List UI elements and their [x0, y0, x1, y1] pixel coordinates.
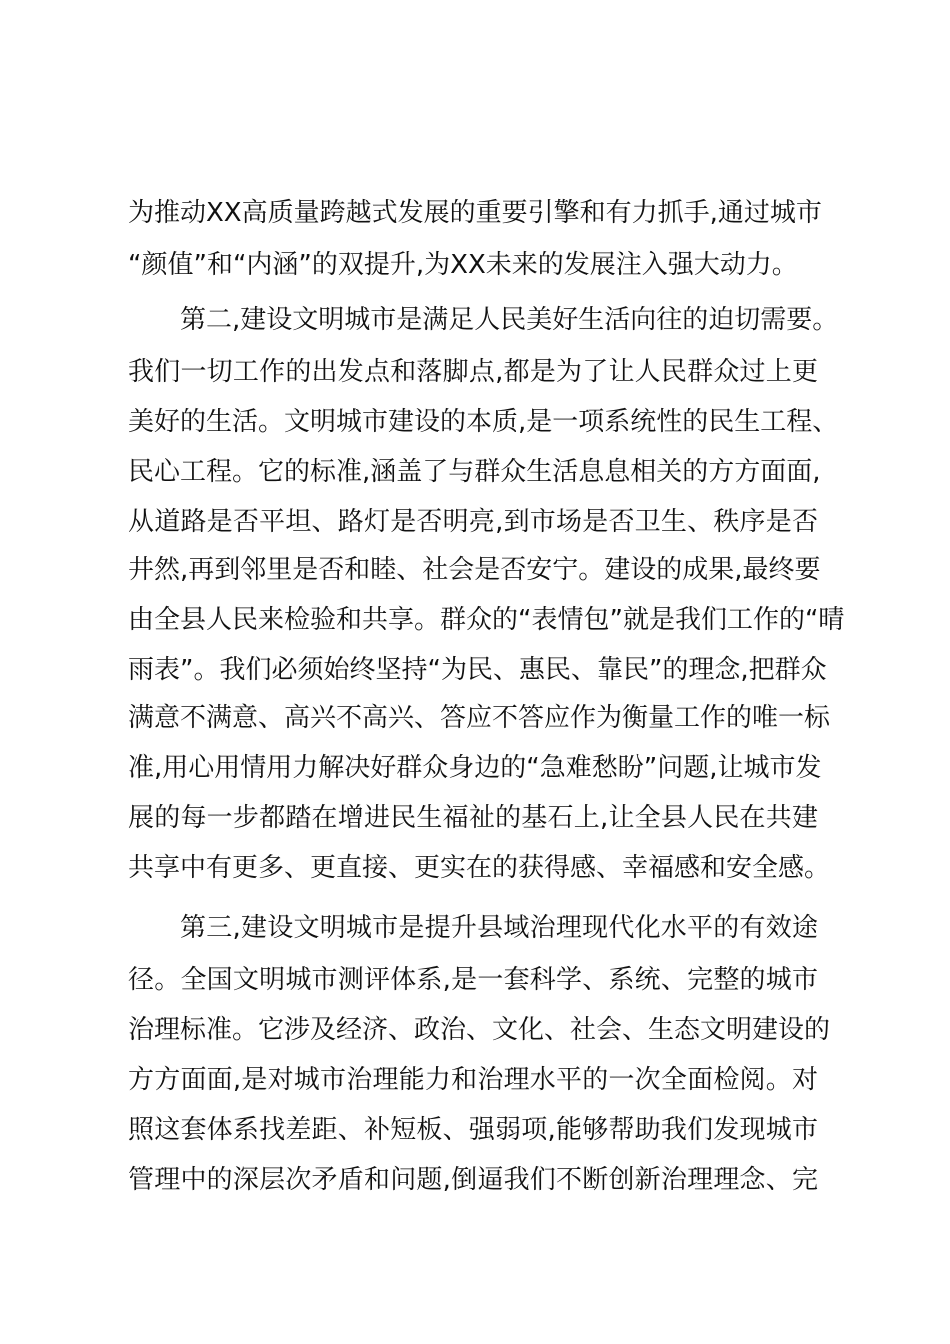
text-line: “颜值”和“内涵”的双提升,为XX未来的发展注入强大动力。 [128, 250, 798, 280]
text-line: 民心工程。它的标准,涵盖了与群众生活息息相关的方方面面, [128, 457, 821, 487]
text-line: 照这套体系找差距、补短板、强弱项,能够帮助我们发现城市 [128, 1115, 818, 1145]
text-line: 满意不满意、高兴不高兴、答应不答应作为衡量工作的唯一标 [128, 703, 831, 733]
text-line: 展的每一步都踏在增进民生福祉的基石上,让全县人民在共建 [128, 803, 818, 833]
text-line: 第二,建设文明城市是满足人民美好生活向往的迫切需要。 [180, 305, 839, 335]
text-line: 治理标准。它涉及经济、政治、文化、社会、生态文明建设的 [128, 1015, 831, 1045]
text-line: 方方面面,是对城市治理能力和治理水平的一次全面检阅。对 [128, 1065, 818, 1095]
text-line: 从道路是否平坦、路灯是否明亮,到市场是否卫生、秩序是否 [128, 507, 818, 537]
text-line: 第三,建设文明城市是提升县域治理现代化水平的有效途 [180, 913, 818, 943]
text-line: 径。全国文明城市测评体系,是一套科学、系统、完整的城市 [128, 965, 818, 995]
text-line: 为推动XX高质量跨越式发展的重要引擎和有力抓手,通过城市 [128, 198, 822, 228]
text-line: 共享中有更多、更直接、更实在的获得感、幸福感和安全感。 [128, 853, 831, 883]
text-line: 准,用心用情用力解决好群众身边的“急难愁盼”问题,让城市发 [128, 753, 822, 783]
text-line: 井然,再到邻里是否和睦、社会是否安宁。建设的成果,最终要 [128, 555, 821, 585]
text-line: 美好的生活。文明城市建设的本质,是一项系统性的民生工程、 [128, 407, 839, 437]
text-line: 管理中的深层次矛盾和问题,倒逼我们不断创新治理理念、完 [128, 1165, 818, 1195]
text-line: 雨表”。我们必须始终坚持“为民、惠民、靠民”的理念,把群众 [128, 655, 827, 685]
text-line: 我们一切工作的出发点和落脚点,都是为了让人民群众过上更 [128, 357, 818, 387]
text-line: 由全县人民来检验和共享。群众的“表情包”就是我们工作的“晴 [128, 605, 845, 635]
